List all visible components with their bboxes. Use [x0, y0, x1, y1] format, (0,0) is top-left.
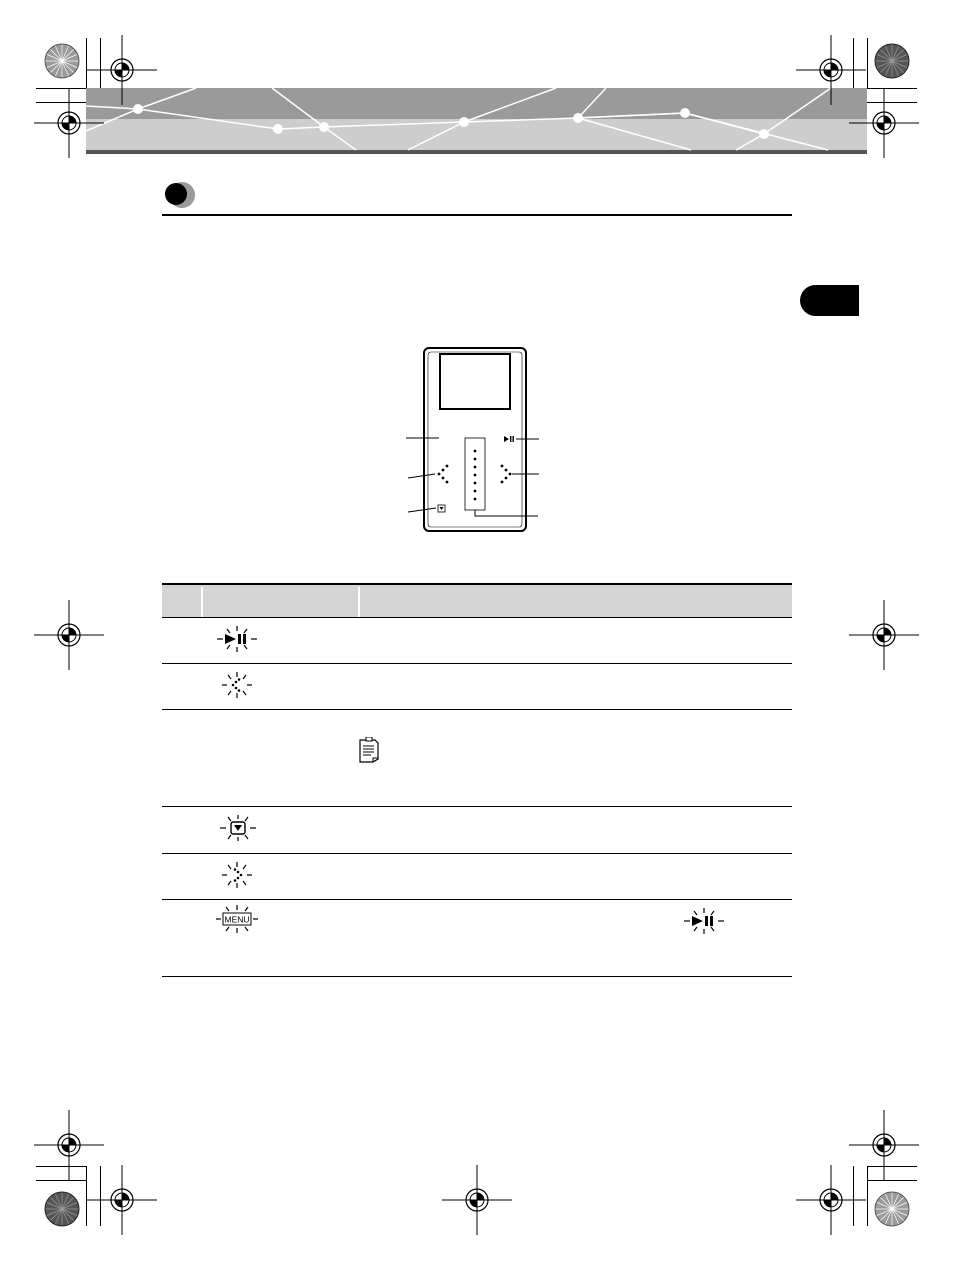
crop-mark: [867, 1180, 917, 1181]
starburst-target-icon: [44, 43, 80, 79]
play-pause-flash-icon: [217, 625, 257, 653]
registration-mark-icon: [87, 1165, 157, 1235]
row-rule: [162, 806, 792, 807]
registration-mark-icon: [849, 88, 919, 158]
registration-mark-icon: [34, 88, 104, 158]
crop-mark: [867, 38, 868, 88]
row-rule: [162, 853, 792, 854]
registration-mark-icon: [442, 1165, 512, 1235]
registration-mark-icon: [849, 600, 919, 670]
row-rule: [162, 976, 792, 977]
play-pause-flash-icon: [684, 907, 724, 935]
row-rule: [162, 709, 792, 710]
starburst-target-icon: [874, 43, 910, 79]
device-diagram: [398, 340, 548, 535]
starburst-target-icon: [874, 1191, 910, 1227]
registration-mark-icon: [34, 600, 104, 670]
down-button-flash-icon: [220, 814, 256, 842]
row-rule: [162, 617, 792, 618]
svg-text:MENU: MENU: [224, 914, 250, 925]
menu-flash-icon: [216, 904, 258, 934]
black-circle-bullet-icon: [162, 178, 198, 212]
crop-mark: [36, 1180, 86, 1181]
starburst-target-icon: [44, 1191, 80, 1227]
skip-forward-flash-icon: [222, 861, 252, 889]
volume-down-icon: [438, 505, 445, 512]
registration-mark-icon: [796, 1165, 866, 1235]
note-icon: [358, 737, 380, 763]
row-rule: [162, 663, 792, 664]
section-heading: [162, 178, 792, 218]
section-rule: [162, 214, 792, 216]
chapter-tab: [800, 285, 859, 316]
table-header: [162, 583, 792, 617]
row-rule: [162, 899, 792, 900]
header-banner: [86, 88, 867, 154]
skip-back-flash-icon: [222, 671, 252, 699]
controls-table: [162, 583, 792, 978]
